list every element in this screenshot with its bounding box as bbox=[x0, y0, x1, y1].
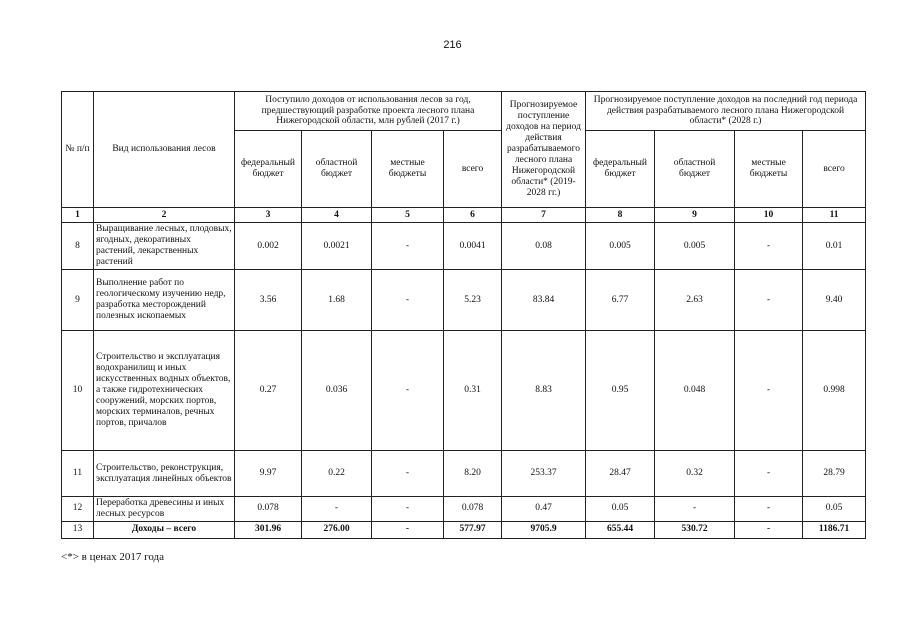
cell-value: 28.47 bbox=[586, 451, 655, 497]
cell-value: 0.078 bbox=[235, 497, 302, 522]
cell-value: - bbox=[372, 223, 444, 270]
column-number: 1 bbox=[62, 208, 94, 223]
cell-value: - bbox=[372, 497, 444, 522]
cell-value: - bbox=[302, 497, 372, 522]
column-number: 11 bbox=[803, 208, 866, 223]
cell-value: 0.27 bbox=[235, 331, 302, 451]
total-value: - bbox=[372, 521, 444, 538]
cell-value: 8.83 bbox=[502, 331, 586, 451]
column-number: 4 bbox=[302, 208, 372, 223]
column-number: 5 bbox=[372, 208, 444, 223]
cell-value: 253.37 bbox=[502, 451, 586, 497]
row-type: Строительство, реконструкция, эксплуатация линейных объектов bbox=[94, 451, 235, 497]
column-number: 10 bbox=[735, 208, 803, 223]
cell-value: 0.01 bbox=[803, 223, 866, 270]
header-group-prev-year: Поступило доходов от использования лесов за год, предшествующий разработке проекта лесного плана Нижегородской области, млн рублей (2017 г.) bbox=[235, 92, 502, 131]
cell-value: 0.05 bbox=[803, 497, 866, 522]
row-number: 11 bbox=[62, 451, 94, 497]
cell-value: 0.002 bbox=[235, 223, 302, 270]
cell-value: 0.08 bbox=[502, 223, 586, 270]
header-federal: федеральный бюджет bbox=[235, 131, 302, 208]
cell-value: 0.95 bbox=[586, 331, 655, 451]
row-number: 10 bbox=[62, 331, 94, 451]
cell-value: 9.97 bbox=[235, 451, 302, 497]
column-number: 2 bbox=[94, 208, 235, 223]
header-total: всего bbox=[803, 131, 866, 208]
header-local: местные бюджеты bbox=[735, 131, 803, 208]
cell-value: 0.22 bbox=[302, 451, 372, 497]
cell-value: - bbox=[372, 451, 444, 497]
cell-value: 0.31 bbox=[444, 331, 502, 451]
row-number: 12 bbox=[62, 497, 94, 522]
column-number: 9 bbox=[655, 208, 735, 223]
cell-value: 83.84 bbox=[502, 270, 586, 331]
table-row bbox=[62, 223, 866, 270]
total-value: 9705.9 bbox=[502, 521, 586, 538]
cell-value: - bbox=[735, 270, 803, 331]
cell-value: 0.47 bbox=[502, 497, 586, 522]
header-local: местные бюджеты bbox=[372, 131, 444, 208]
forest-income-table bbox=[61, 91, 866, 539]
table-row bbox=[62, 451, 866, 497]
cell-value: - bbox=[655, 497, 735, 522]
cell-value: 1.68 bbox=[302, 270, 372, 331]
cell-value: - bbox=[735, 331, 803, 451]
row-number: 9 bbox=[62, 270, 94, 331]
header-total: всего bbox=[444, 131, 502, 208]
cell-value: 8.20 bbox=[444, 451, 502, 497]
header-forecast-period: Прогнозируемое поступление доходов на период действия разрабатываемого лесного плана Нижегородской области* (2019-2028 гг.) bbox=[502, 92, 586, 208]
header-regional: областной бюджет bbox=[302, 131, 372, 208]
cell-value: - bbox=[735, 223, 803, 270]
table-row bbox=[62, 497, 866, 522]
table-row bbox=[62, 270, 866, 331]
header-type: Вид использования лесов bbox=[94, 92, 235, 208]
row-type: Строительство и эксплуатация водохранилищ и иных искусственных водных объектов, а также гидротехнических сооружений, морских портов, морских терминалов, речных портов, причалов bbox=[94, 331, 235, 451]
total-value: 276.00 bbox=[302, 521, 372, 538]
cell-value: 2.63 bbox=[655, 270, 735, 331]
column-number-row bbox=[62, 208, 866, 223]
cell-value: - bbox=[735, 451, 803, 497]
cell-value: - bbox=[372, 270, 444, 331]
cell-value: 0.005 bbox=[586, 223, 655, 270]
total-value: 577.97 bbox=[444, 521, 502, 538]
header-federal: федеральный бюджет bbox=[586, 131, 655, 208]
total-value: 1186.71 bbox=[803, 521, 866, 538]
column-number: 3 bbox=[235, 208, 302, 223]
total-value: 530.72 bbox=[655, 521, 735, 538]
column-number: 6 bbox=[444, 208, 502, 223]
row-type: Переработка древесины и иных лесных ресурсов bbox=[94, 497, 235, 522]
column-number: 7 bbox=[502, 208, 586, 223]
cell-value: 0.0041 bbox=[444, 223, 502, 270]
header-num: № п/п bbox=[62, 92, 94, 208]
total-value: - bbox=[735, 521, 803, 538]
cell-value: 5.23 bbox=[444, 270, 502, 331]
cell-value: - bbox=[735, 497, 803, 522]
total-value: 301.96 bbox=[235, 521, 302, 538]
page-number: 216 bbox=[443, 39, 462, 51]
cell-value: 0.036 bbox=[302, 331, 372, 451]
cell-value: 0.078 bbox=[444, 497, 502, 522]
cell-value: 9.40 bbox=[803, 270, 866, 331]
cell-value: 0.998 bbox=[803, 331, 866, 451]
cell-value: - bbox=[372, 331, 444, 451]
row-number: 8 bbox=[62, 223, 94, 270]
cell-value: 0.048 bbox=[655, 331, 735, 451]
column-number: 8 bbox=[586, 208, 655, 223]
cell-value: 0.05 bbox=[586, 497, 655, 522]
cell-value: 0.005 bbox=[655, 223, 735, 270]
cell-value: 6.77 bbox=[586, 270, 655, 331]
total-row bbox=[62, 521, 866, 538]
cell-value: 0.0021 bbox=[302, 223, 372, 270]
cell-value: 0.32 bbox=[655, 451, 735, 497]
table-row bbox=[62, 331, 866, 451]
header-regional: областной бюджет bbox=[655, 131, 735, 208]
total-label: Доходы – всего bbox=[94, 521, 235, 538]
header-group-last-year: Прогнозируемое поступление доходов на последний год периода действия разрабатываемого лесного плана Нижегородской области* (2028 г.) bbox=[586, 92, 866, 131]
row-type: Выращивание лесных, плодовых, ягодных, декоративных растений, лекарственных растений bbox=[94, 223, 235, 270]
total-value: 655.44 bbox=[586, 521, 655, 538]
row-type: Выполнение работ по геологическому изучению недр, разработка месторождений полезных ископаемых bbox=[94, 270, 235, 331]
cell-value: 3.56 bbox=[235, 270, 302, 331]
row-number: 13 bbox=[62, 521, 94, 538]
cell-value: 28.79 bbox=[803, 451, 866, 497]
footnote: <*> в ценах 2017 года bbox=[61, 551, 165, 563]
header-row-1 bbox=[62, 92, 866, 131]
